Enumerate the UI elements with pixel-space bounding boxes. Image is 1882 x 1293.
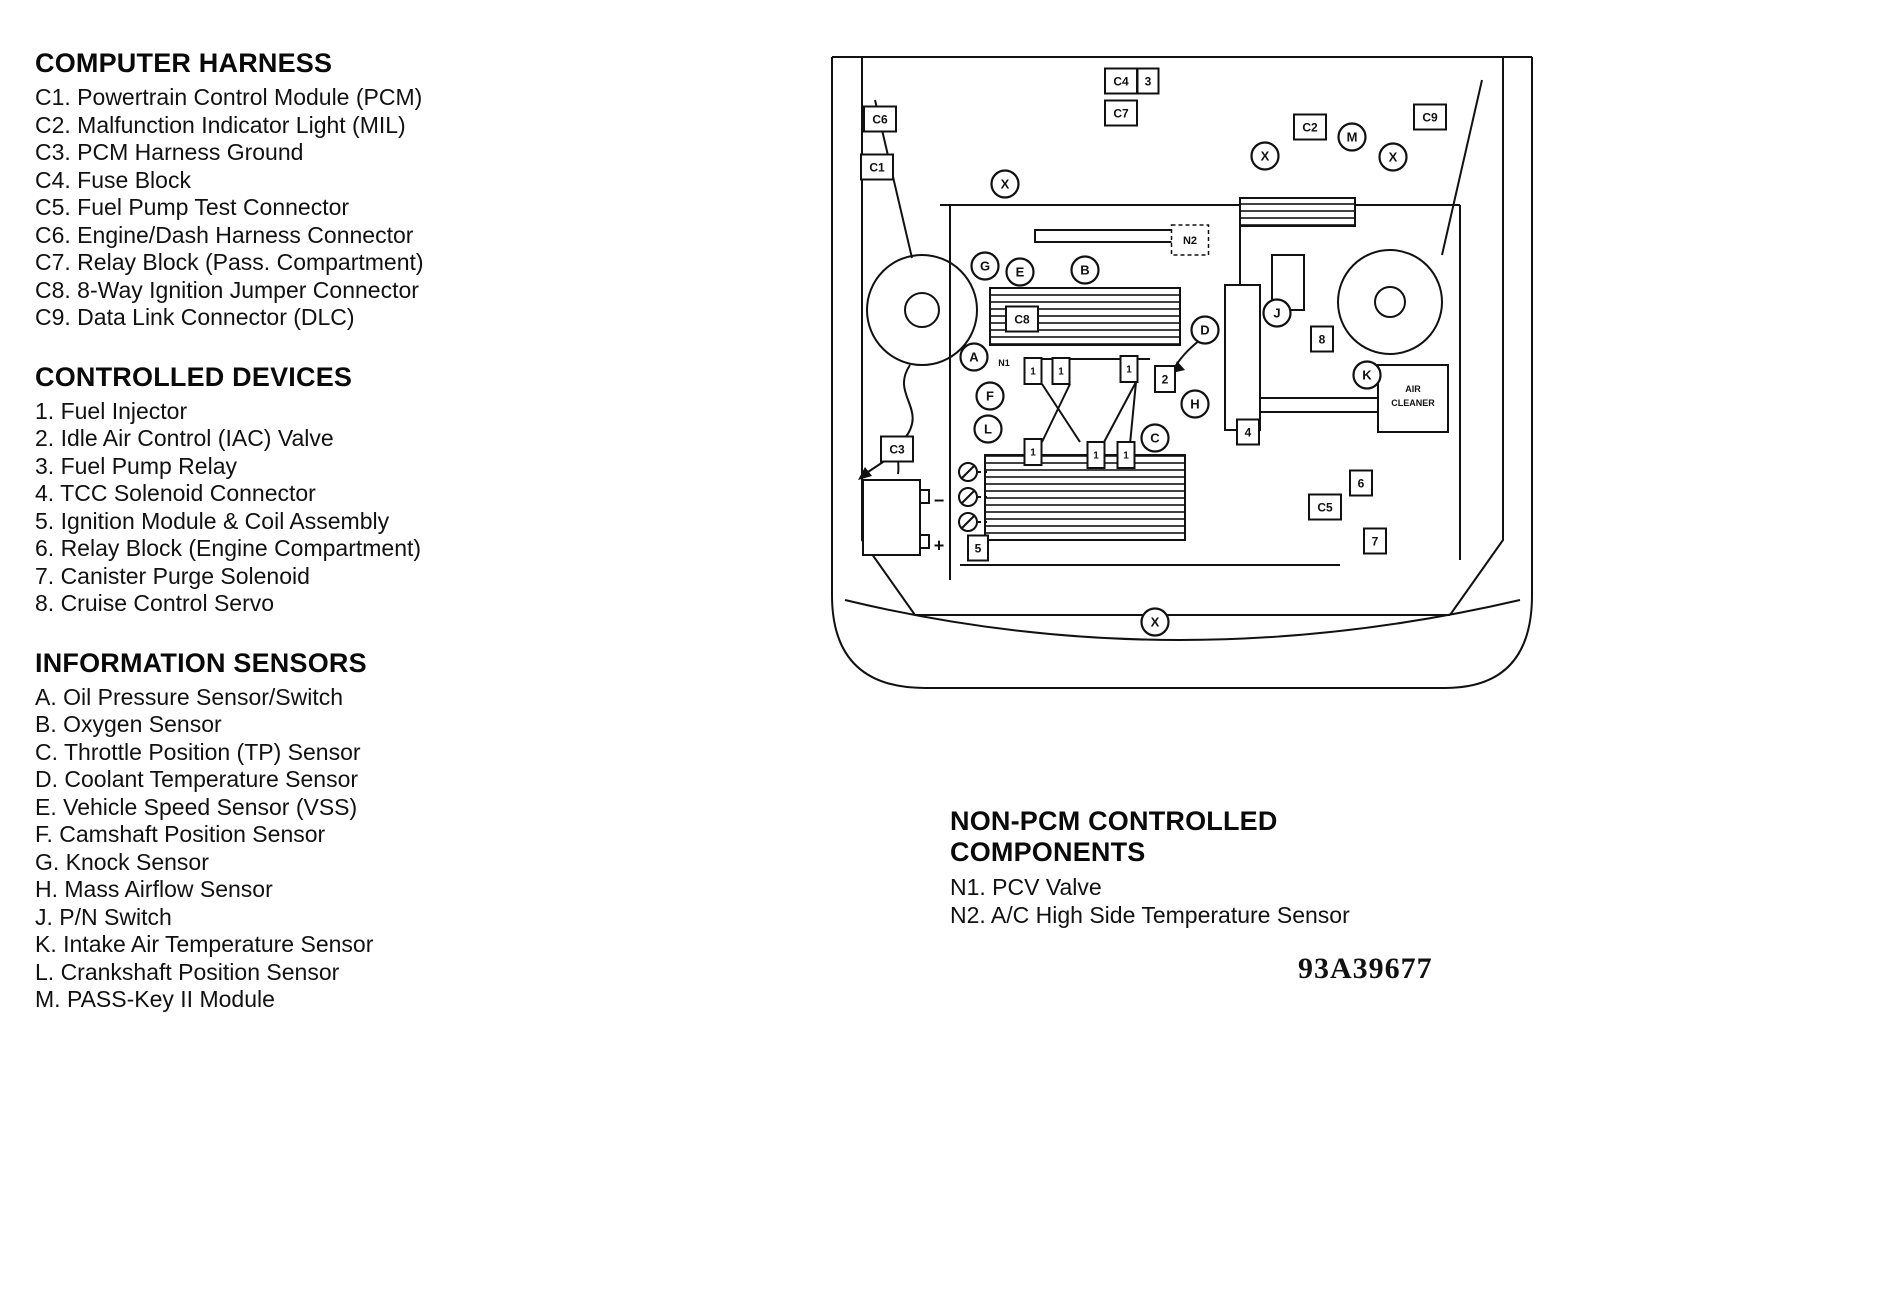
callout-box-label-7: 7 [1371,534,1379,549]
computer-harness-title: COMPUTER HARNESS [35,48,333,78]
bumper-inner-curve [845,600,1520,640]
controlled-devices-title: CONTROLLED DEVICES [35,361,353,392]
callout-circle-label-L: L [984,421,992,437]
callout-box-label-C4: C4 [1113,74,1129,89]
callout-circle-label-X: X [1388,149,1398,165]
legend-item: 2. Idle Air Control (IAC) Valve [35,425,334,451]
non-pcm-section [950,806,1470,929]
callout-box-label-3: 3 [1144,74,1152,89]
legend-item: C1. Powertrain Control Module (PCM) [35,84,423,110]
callout-box-label-C3: C3 [889,442,905,457]
callout-box-label-2: 2 [1161,372,1169,387]
legend-item: C2. Malfunction Indicator Light (MIL) [35,111,406,138]
callout-box-label-8: 8 [1318,332,1326,347]
computer-harness-list [35,84,565,332]
information-sensors-title: INFORMATION SENSORS [35,647,367,678]
legend-item: C6. Engine/Dash Harness Connector [35,221,414,248]
legend-item: 8. Cruise Control Servo [35,590,275,616]
legend-item: M. PASS-Key II Module [35,986,275,1012]
figure-id: 93A39677 [1298,952,1433,985]
legend-item: 4. TCC Solenoid Connector [35,480,316,506]
callout-circle-label-A: A [969,349,979,365]
legend-item: D. Coolant Temperature Sensor [35,766,359,792]
engine-block-lower [985,455,1185,540]
legend-item: B. Oxygen Sensor [35,711,222,737]
legend-item: 6. Relay Block (Engine Compartment) [35,535,422,561]
engine-compartment-diagram [820,40,1550,720]
legend-item: 7. Canister Purge Solenoid [35,562,310,589]
engine-bay-linework [832,57,1532,688]
callout-circle-label-K: K [1362,367,1372,383]
callout-circle-label-F: F [986,388,994,404]
legend-item: G. Knock Sensor [35,848,209,875]
callout-circle-label-M: M [1346,129,1358,145]
diagram-callouts [861,69,1446,636]
callout-box-label-C6: C6 [872,112,888,127]
injector-wire-2 [1042,384,1070,442]
callout-box-label-1: 1 [1123,450,1129,462]
legend-item: 3. Fuel Pump Relay [35,452,237,479]
callout-circle-label-X: X [1150,614,1160,630]
air-cleaner-label-line2: CLEANER [1391,398,1435,408]
legend-item: L. Crankshaft Position Sensor [35,958,340,985]
c3-arrowhead [858,467,872,480]
callout-box-label-1: 1 [1030,447,1036,459]
injector-wire-1 [1042,384,1080,442]
legend-item: C4. Fuse Block [35,166,191,193]
callout-box-label-C1: C1 [869,160,885,175]
callout-box-label-C7: C7 [1113,106,1129,121]
callout-text-−: − [933,490,945,511]
callout-box-label-C9: C9 [1422,110,1438,125]
fender-diagonal-right [1442,80,1482,255]
legend-item: N1. PCV Valve [950,874,1102,900]
battery [863,480,929,555]
legend-item: 1. Fuel Injector [35,397,188,424]
callout-box-label-1: 1 [1030,366,1036,378]
legend-item: J. P/N Switch [35,903,172,930]
callout-circle-label-D: D [1200,322,1210,338]
callout-box-label-5: 5 [974,541,982,556]
information-sensors-section [35,648,565,1014]
callout-circle-label-B: B [1080,262,1090,278]
callout-text-+: + [933,535,945,556]
legend-item: C. Throttle Position (TP) Sensor [35,738,361,765]
legend-item: 5. Ignition Module & Coil Assembly [35,507,390,534]
callout-circle-label-X: X [1260,148,1270,164]
callout-circle-label-X: X [1000,176,1010,192]
callout-box-label-N2: N2 [1182,234,1198,247]
legend-item: F. Camshaft Position Sensor [35,821,326,847]
controlled-devices-list [35,398,565,618]
callout-box-label-C2: C2 [1302,120,1318,135]
ground-bolts [959,463,988,531]
engine-compartment-svg [820,40,1550,720]
information-sensors-list [35,684,565,1014]
strut-tower-right [1338,250,1442,354]
legend-item: C3. PCM Harness Ground [35,139,304,165]
callout-circle-label-H: H [1190,396,1200,412]
callout-box-label-C5: C5 [1317,500,1333,515]
callout-box-label-6: 6 [1357,476,1365,491]
callout-circle-label-G: G [979,258,991,274]
legend-item: N2. A/C High Side Temperature Sensor [950,902,1350,928]
callout-circle-label-E: E [1015,264,1025,280]
callout-circle-label-J: J [1273,305,1281,321]
valve-cover-bar [1035,230,1175,242]
air-cleaner-label-line1: AIR [1405,384,1421,394]
legend-item: C5. Fuel Pump Test Connector [35,194,350,220]
callout-text-N1: N1 [998,358,1010,369]
non-pcm-title: NON-PCM CONTROLLED COMPONENTS [950,806,1278,867]
callout-box-label-1: 1 [1126,364,1132,376]
legend-item: C8. 8-Way Ignition Jumper Connector [35,276,419,303]
legend-item: C7. Relay Block (Pass. Compartment) [35,249,424,275]
intake-plenum [1225,285,1260,430]
legend-item: K. Intake Air Temperature Sensor [35,931,374,957]
controlled-devices-section [35,362,565,618]
callout-box-label-4: 4 [1244,425,1252,440]
legend-item: A. Oil Pressure Sensor/Switch [35,683,344,710]
callout-box-label-1: 1 [1093,450,1099,462]
callout-box-label-1: 1 [1058,366,1064,378]
legend-item: C9. Data Link Connector (DLC) [35,304,355,330]
computer-harness-section [35,48,565,332]
non-pcm-list [950,873,1470,929]
legend-column [35,48,565,1044]
strut-tower-left [867,255,977,365]
legend-item: E. Vehicle Speed Sensor (VSS) [35,793,358,820]
callout-circle-label-C: C [1150,430,1160,446]
inner-fender-right [1450,57,1503,615]
callout-box-label-C8: C8 [1014,312,1030,327]
legend-item: H. Mass Airflow Sensor [35,876,273,902]
